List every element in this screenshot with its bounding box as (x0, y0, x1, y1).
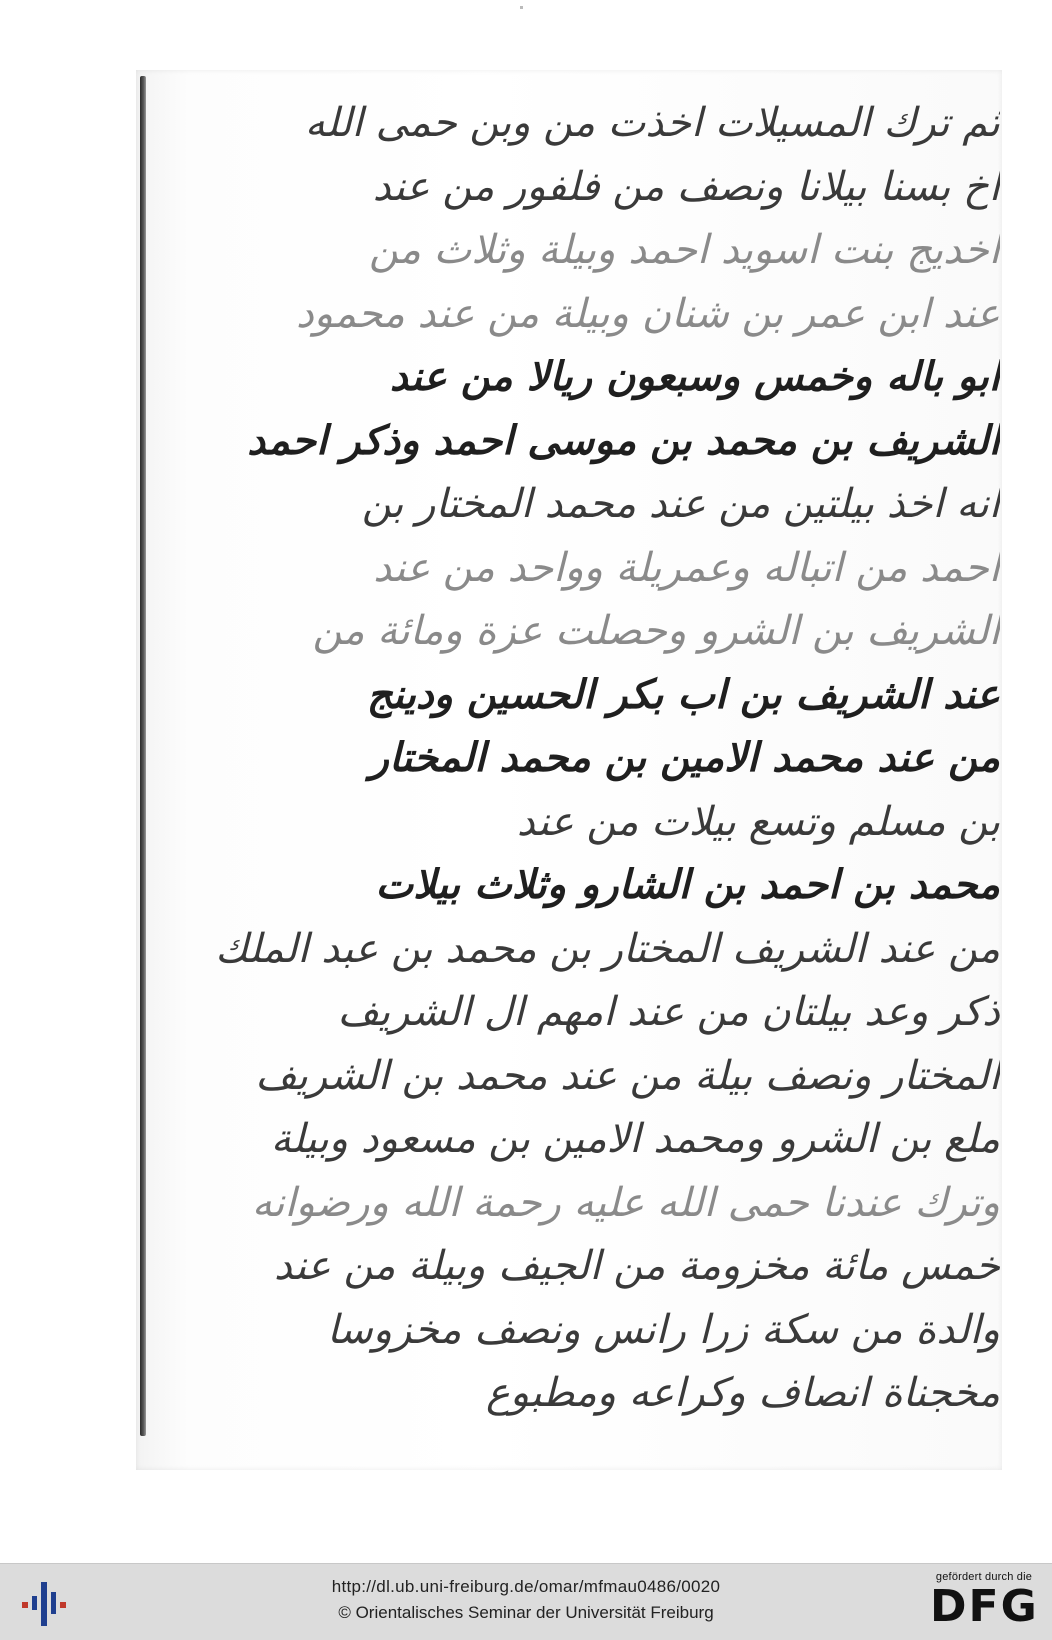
ub-freiburg-logo-icon[interactable] (18, 1578, 78, 1630)
sponsor-label: gefördert durch die (935, 1571, 1033, 1583)
manuscript-line: اخديج بنت اسويد احمد وبيلة وثلاث من (369, 227, 1000, 273)
manuscript-line: احمد من اتباله وعمريلة وواحد من عند (373, 544, 1000, 591)
manuscript-line: الشريف بن الشرو وحصلت عزة ومائة من (312, 608, 1000, 654)
footer-citation (220, 1574, 832, 1626)
manuscript-line: عند ابن عمر بن شنان وبيلة من عند محمود (295, 290, 1000, 337)
scan-speck (520, 6, 523, 9)
ub-freiburg-logo-icon-graphic (18, 1578, 78, 1630)
dfg-logo-icon: DFG (930, 1581, 1039, 1632)
manuscript-line: مخجناة انصاف وكراعه ومطبوع (485, 1370, 1000, 1416)
manuscript-text (170, 92, 1000, 1462)
manuscript-line: ملع بن الشرو ومحمد الامين بن مسعود وبيلة (270, 1116, 1000, 1162)
manuscript-line: ذكر وعد بيلتان من عند امهم ال الشريف (337, 989, 1000, 1035)
manuscript-line: المختار ونصف بيلة من عند محمد بن الشريف (255, 1052, 1000, 1099)
permalink-url[interactable]: http://dl.ub.uni-freiburg.de/omar/mfmau0486/0020 (331, 1577, 721, 1596)
manuscript-line: ثم ترك المسيلات اخذت من وبن حمى الله (304, 100, 1000, 146)
manuscript-line: خمس مائة مخزومة من الجيف وبيلة من عند (273, 1243, 1000, 1289)
footer-bar (0, 1563, 1052, 1640)
manuscript-line: الشريف بن محمد بن موسى احمد وذكر احمد (247, 417, 1000, 464)
manuscript-line: ابو باله وخمس وسبعون ريالا من عند (389, 354, 1000, 400)
manuscript-line: والدة من سكة زرا رانس ونصف مخزوسا (327, 1306, 1000, 1353)
binding-edge (140, 76, 146, 1436)
manuscript-line: من عند محمد الامين بن محمد المختار (369, 735, 1000, 781)
manuscript-line: محمد بن احمد بن الشارو وثلاث بيلات (375, 862, 1000, 908)
manuscript-line: وترك عندنا حمى الله عليه رحمة الله ورضوانه (251, 1179, 1000, 1226)
dfg-sponsor[interactable] (930, 1570, 1038, 1636)
manuscript-line: انه اخذ بيلتين من عند محمد المختار بن (361, 481, 1000, 527)
copyright-notice: © Orientalisches Seminar der Universität Freiburg (338, 1603, 714, 1622)
manuscript-line: من عند الشريف المختار بن محمد بن عبد الملك (215, 925, 1000, 972)
manuscript-line: بن مسلم وتسع بيلات من عند (516, 798, 1000, 845)
manuscript-line: اخ بسنا بيلانا ونصف من فلفور من عند (372, 163, 1000, 210)
manuscript-line: عند الشريف بن اب بكر الحسين ودينج (366, 671, 1000, 718)
